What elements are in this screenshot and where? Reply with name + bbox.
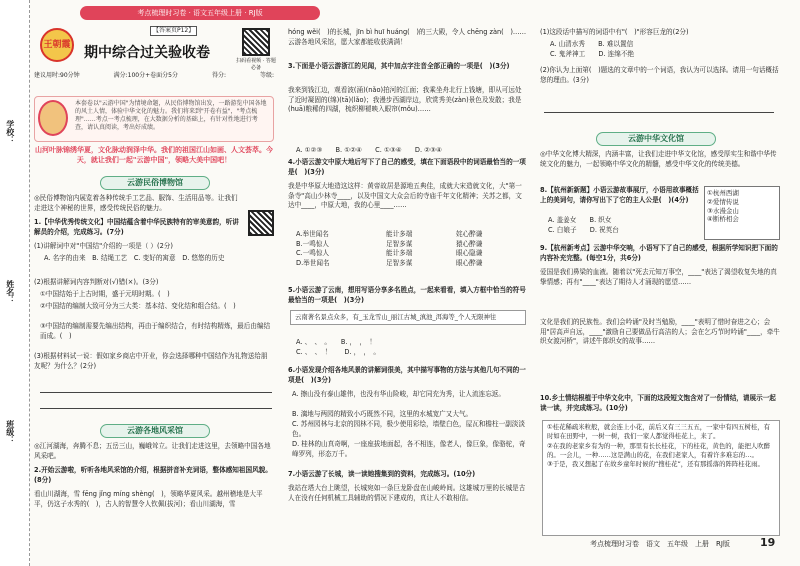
section-folk-museum: 云游民俗博物馆 [100, 176, 210, 190]
q4-option-row [296, 240, 526, 250]
question-3-text: 我来到钱江边，观看波(涌)(nǎo)拍河的江面；我乘坐舟北行上钱塘，即从可远处了近时凝固的(绵)(tā)(lǎo)；我漫步西湖岸边，欣赏秀美(zàn)景色及发散；我是(huā)粮稀的四湖，梳织柳褪映入眼帘(mǒu)…… [288, 86, 522, 114]
question-7-1: (1)这段话中描写的词语中有"( )"形容巨龙的(2分) [540, 28, 689, 36]
story-pic-3: ③水漫金山 [707, 206, 739, 215]
footer-text: 考点梳理时习卷 语文 五年级 上册 RJ版 [590, 540, 730, 548]
question-1-2b: ②中国结的编制大致可分为三大类：基本结、变化结和组合结。( ) [40, 302, 236, 310]
question-8-options: A. 盖姜女 B. 织女 C. 白娘子 D. 祝英台 [548, 216, 619, 234]
q4-option-row [296, 230, 526, 240]
page-title: 期中综合过关验收卷 [84, 45, 210, 61]
q4-option-cell: 姹心醉谦 [456, 230, 483, 238]
question-2-text: 看山川湖海，雪 fēng jǐng míng shèng( )，领略华夏风采。越州稽地是大平平，仍这子水秀的( )，古人的智慧令人钦佩(拔河)；看山川湖海，雪 [34, 490, 263, 508]
q4-option-cell: 足智多谋 [386, 258, 413, 267]
story-pic-2: ②爱情传说 [707, 197, 739, 206]
level-label: 等级: [259, 72, 274, 79]
slogan: 山河叶脉锦绣华夏，文化脉动润泽中华。我们的祖国江山如画、人文荟萃。今天，就让我们一起"云游中国"，领略大美中国吧！ [35, 146, 273, 164]
q4-option-cell: 足智多谋 [386, 239, 413, 248]
question-5-text: 云南著名景点众多，有_玉龙雪山_丽江古城_滇池_洱海等_个人无限神往 [290, 310, 526, 325]
question-1-1: (1)讲解词中对"中国结"介绍的一项是（ ）(2分) [34, 242, 173, 250]
question-10-passage [542, 420, 780, 536]
section-culture-hall: 云游中华文化馆 [596, 132, 716, 146]
q4-option-row [296, 259, 526, 269]
question-3: 3.下面是小语云游浙江的见闻，其中加点字注音全部正确的一项是( )(3分) [288, 62, 510, 70]
question-7-text: 我站在塔大台上眺望，长城宛如一条巨龙卧盘在山峻岭间。这雄城万里的长城是古人在没有任何机械工具辅助的情况下建成的，真让人不敢相信。 [288, 484, 526, 502]
section-scenery-hall: 云游各地风采馆 [100, 424, 210, 438]
question-1: 1.【中华优秀传统文化】中国结蕴含着中华民族特有的审美意韵，听讲解员的介绍，完成练习。(7分) [34, 218, 239, 236]
question-8: 8.【杭州新新题】小语云游故事展厅，小语用故事概括上的美词句，请你写出下了它的主人公是( )(4分) [540, 186, 699, 204]
qr-code-icon[interactable] [242, 28, 270, 56]
q4-option-cell: 能计多端 [386, 230, 413, 238]
sec1-intro: ◎民俗博物馆内展览着各种传统手工艺品、服饰、生活用品等。让我们走进这个神秘的世界，感受传统民俗的魅力。 [34, 194, 238, 212]
question-4: 4.小语云游文中原大地后写下了自己的感受，填在下面语段中的词语最恰当的一项是( )(3分) [288, 158, 526, 176]
answer-reference: 【答案页P12】 [150, 26, 197, 36]
question-9-text: 爱国是我们鼻梁的血液。随着以"死去元知万事空，____"表达了渴望收复失地的真挚情感；再有"____"表达了期待人才涌现的愿望…… [540, 268, 777, 286]
question-7-options: A. 山清水秀 B. 难以置信 C. 鬼斧神工 D. 连绵不绝 [550, 40, 635, 58]
class-label: 班级： [5, 420, 15, 444]
sec2-intro: ◎江河湖海，奔腾不息；五岳三山，巍峨耸立。让我们走进这里，去领略中国各地风采吧。 [34, 442, 271, 460]
school-label: 学校： [5, 120, 15, 144]
question-9: 9.【杭州新考点】云游中华交响，小语写下了自己的感受，根据所学知识把下面的内容补充完整。(每空1分，共6分) [540, 244, 778, 262]
question-5: 5.小语云游了云南，想用写语分享多名胜点，一起来看看，填入方框中恰当的符号最恰当的一项是( )(3分) [288, 286, 526, 304]
audio-qr-icon[interactable] [248, 210, 274, 236]
passage-para-2: ②在我的老家乡有为的一种，那里有长长桂花，下的桂花，黄色的，能把人吹醉的。一会儿，一种……这是满山的花，在我们老家人，有着许多难忘的…。 [547, 441, 771, 459]
question-1-3: (3)根据材料试一说：假如家乡商店中开业，你会选择哪种中国结作为礼物送给朋友呢？为什么？(2分) [34, 352, 268, 370]
binding-strip [0, 0, 30, 566]
q4-option-cell: A.举世闻名 [296, 230, 329, 238]
question-4-text: 我是中华原大地造这这样：黄帝故居是源地五典佳，成就大宋造就文化，大"第一条寺"高山少林寺____，以及中国文大众会后的寺庙千年文化精神；关苏之都，文达中____，中原大地，我的心里____…… [288, 182, 522, 210]
passage-para-3: ③于是，我又想起了在故乡童年时候的“搜桂花”，还有那摇落的阵阵桂花雨。 [547, 460, 764, 469]
brand-logo: 王朝霞 [40, 28, 74, 62]
question-3-options: A. ①②③ B. ①②④ C. ①③④ D. ②③④ [296, 146, 442, 154]
info-row [34, 72, 274, 80]
name-label: 姓名： [5, 280, 15, 304]
story-pic-1: ①杭州西湖 [707, 189, 739, 197]
answer-line[interactable] [544, 112, 774, 113]
question-2-continued: hóng wěi( )的长城，jīn bì huī huáng( )的三大殿，令人 chēng zàn( )……云游各地风采馆，愿大家都能收获满满！ [288, 28, 527, 46]
q4-option-cell: 能计多端 [386, 249, 413, 258]
q4-option-cell: C.一鸣惊人 [296, 249, 330, 258]
score-info: 满分:100分+卷面分5分 [113, 72, 178, 79]
story-picture-list [704, 186, 780, 240]
time-info: 建议用时:90分钟 [34, 72, 80, 79]
avatar-icon [38, 100, 68, 136]
intro-box: 本套卷以"云游中国"为情境命题，从民俗博物馆出发，一路游览中国各地的风土人情，体验中华文化的魅力。我们将来到"开卷有益"，"考点梳理"……考点一考点梳理，在大数据分析的基础上，有针对性地进行考查，请认真阅读，考出好成绩。 [34, 96, 274, 142]
question-6-d: D. 桂林的山真奇啊，一座座拔地面起，各不相连，像老人，像巨象，像骆驼，奇峰罗列，形态万千。 [292, 440, 526, 458]
question-1-2: (2)根据讲解词内容判断对(√)错(×)。(3分) [34, 278, 159, 286]
header-banner: 考点梳理时习卷 · 语文五年级上册 · RJ版 [80, 6, 320, 20]
q4-option-cell: B.一鸣惊人 [296, 239, 329, 248]
answer-line[interactable] [40, 392, 272, 393]
question-1-options: A. 名字的由来 B. 结绳工艺 C. 变好的寓意 D. 悠悠的历史 [44, 254, 225, 262]
question-7: 7.小语云游了长城，读一读她搜集到的资料，完成练习。(10分) [288, 470, 476, 478]
question-6-c: C. 苏州园林与北京的园林不同，极少使用彩绘，墙壁白色，屋瓦和檐柱一副淡淡色。 [292, 420, 525, 438]
q4-option-cell: 眼心醉谦 [456, 258, 483, 267]
question-1-2a: ①中国结始于上古时期，盛于元明时期。( ) [40, 290, 170, 298]
question-5-options: A. 、 、 。 B. ， ， ！ C. 、 、 ！ D. ， ， 。 [296, 338, 380, 356]
question-6-a: A. 擦山没有泰山雄伟，也没有华山险峻，却它同充为秀，让人流连忘返。 [292, 390, 505, 398]
q4-option-cell: 眼心隐谦 [456, 249, 483, 258]
got-label: 得分: [211, 72, 226, 79]
page-number: 19 [760, 536, 776, 549]
question-7-2: (2)你认为上面第( )题选的文章中的一个词语，我认为可以选择。请用一句话概括您的理由。(3分) [540, 66, 779, 84]
q4-option-row [296, 249, 526, 259]
story-pic-4: ④断桥相会 [707, 215, 739, 224]
question-10: 10.乡土情结根植于中华文化中，下面的这段短文饱含对了一份情结，请展示一起读一读，并完成练习。(10分) [540, 394, 776, 412]
question-1-2c: ③中国结的编制需要先编出结构，再由于编织结合，有时结构精炼，最后由编结而成。( ) [40, 322, 271, 340]
qr-caption: 扫码看视频 · 答题必备 [236, 58, 276, 71]
question-6-b: B. 漓地与两园的精致小巧既然不同，这里的水城宽广又大气。 [292, 410, 473, 418]
question-6: 6.小语发现介绍各地风景的讲解词很美，其中描写事物的方法与其他几句不同的一项是( )(3分) [288, 366, 526, 384]
q4-option-cell: 猿心醉谦 [456, 239, 483, 248]
question-9-text-2: 文化是我们的民族性。我们会吟诵"及时当勉励，____"表明了惜时奋进之心；会用"居高声自远，____"激励自己要做品行高洁的人；会在乞巧节时吟诵"____，牵牛织女渡河桥"，讲述牛郎织女的故事…… [540, 318, 780, 346]
q4-option-cell: D.举世闻名 [296, 258, 330, 267]
sec3-intro: ◎中华文化博大精深，内涵丰富，让我们走进中华文化馆，感受厚实生和谐中华传统文化的魅力，一起领略中华文化的精髓，感受中华文化的传统美德。 [540, 150, 777, 168]
question-2: 2.开始云游啦，听听各地风采馆的介绍，根据拼音补充词语，整体感知祖国风貌。(8分) [34, 466, 272, 484]
question-4-table [296, 230, 526, 268]
passage-para-1: ①桂花稀疏米粒般，就会连上小花，前后又有三三五五，一家中有四五树桂，有时如在田野中，一树一树，我们一家人都觉得桂花上，来了。 [547, 423, 771, 441]
answer-line[interactable] [40, 408, 272, 409]
